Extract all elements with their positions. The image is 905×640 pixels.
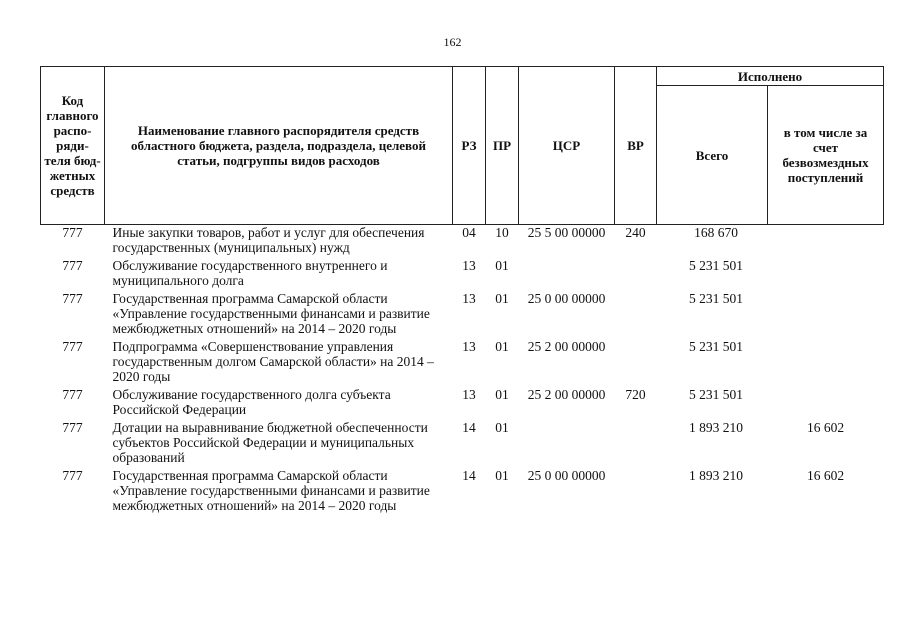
- cell-total: 1 893 210: [689, 468, 743, 483]
- table-row: [41, 465, 884, 513]
- cell-pr: 01: [495, 291, 509, 306]
- cell-name: Подпрограмма «Совершенствование управления государственным долгом Самарской области» на 2014 – 2020 годы: [112, 339, 434, 384]
- cell-csr: 25 2 00 00000: [527, 387, 606, 402]
- cell-name: Обслуживание государственного внутреннего и муниципального долга: [112, 258, 388, 288]
- cell-vr: [615, 417, 657, 465]
- cell-code: 777: [62, 420, 83, 435]
- table-row: [41, 255, 884, 288]
- cell-rz: 04: [462, 225, 476, 240]
- cell-vr: 720: [625, 387, 646, 402]
- cell-name: Обслуживание государственного долга субъекта Российской Федерации: [112, 387, 391, 417]
- cell-free: [768, 288, 884, 336]
- cell-pr: 01: [495, 387, 509, 402]
- header-rz: РЗ: [453, 67, 486, 225]
- cell-csr: 25 0 00 00000: [527, 291, 606, 306]
- header-total: Всего: [657, 86, 768, 225]
- cell-free: [768, 255, 884, 288]
- cell-rz: 14: [462, 420, 476, 435]
- header-executed: Исполнено: [657, 67, 884, 86]
- table-row: [41, 417, 884, 465]
- cell-csr: [519, 255, 615, 288]
- cell-csr: 25 2 00 00000: [527, 339, 606, 354]
- table-row: [41, 336, 884, 384]
- cell-code: 777: [62, 468, 83, 483]
- cell-rz: 14: [462, 468, 476, 483]
- cell-rz: 13: [462, 339, 476, 354]
- header-vr: ВР: [615, 67, 657, 225]
- header-pr: ПР: [486, 67, 519, 225]
- cell-name: Государственная программа Самарской области «Управление государственными финансами и развитие межбюджетных отношений» на 2014 – 2020 годы: [112, 291, 430, 336]
- cell-vr: [615, 255, 657, 288]
- cell-vr: [615, 336, 657, 384]
- cell-csr: 25 5 00 00000: [527, 225, 606, 240]
- cell-vr: [615, 465, 657, 513]
- cell-pr: 01: [495, 258, 509, 273]
- cell-free: [768, 336, 884, 384]
- cell-name: Дотации на выравнивание бюджетной обеспеченности субъектов Российской Федерации и муниципальных образований: [112, 420, 428, 465]
- cell-vr: 240: [625, 225, 646, 240]
- cell-free: [768, 384, 884, 417]
- table-header: [41, 67, 884, 225]
- cell-rz: 13: [462, 291, 476, 306]
- cell-free: [768, 225, 884, 256]
- cell-code: 777: [62, 225, 83, 240]
- cell-free: 16 602: [806, 468, 845, 483]
- cell-code: 777: [62, 387, 83, 402]
- cell-csr: [519, 417, 615, 465]
- cell-csr: 25 0 00 00000: [527, 468, 606, 483]
- cell-total: 5 231 501: [689, 258, 743, 273]
- cell-rz: 13: [462, 387, 476, 402]
- header-csr: ЦСР: [519, 67, 615, 225]
- table-row: [41, 384, 884, 417]
- header-name: Наименование главного распорядителя средств областного бюджета, раздела, подраздела, целевой статьи, подгруппы видов расходов: [105, 67, 453, 225]
- cell-free: 16 602: [806, 420, 845, 435]
- cell-pr: 10: [495, 225, 509, 240]
- cell-vr: [615, 288, 657, 336]
- cell-total: 168 670: [694, 225, 738, 240]
- cell-code: 777: [62, 291, 83, 306]
- cell-code: 777: [62, 258, 83, 273]
- cell-total: 5 231 501: [689, 291, 743, 306]
- cell-code: 777: [62, 339, 83, 354]
- cell-pr: 01: [495, 468, 509, 483]
- cell-total: 1 893 210: [689, 420, 743, 435]
- table-row: [41, 225, 884, 256]
- cell-name: Иные закупки товаров, работ и услуг для обеспечения государственных (муниципальных) нужд: [112, 225, 425, 255]
- cell-total: 5 231 501: [689, 339, 743, 354]
- table-row: [41, 288, 884, 336]
- cell-name: Государственная программа Самарской области «Управление государственными финансами и развитие межбюджетных отношений» на 2014 – 2020 годы: [112, 468, 430, 513]
- header-code: Код главного распо-ряди-теля бюд-жетных средств: [41, 67, 105, 225]
- cell-total: 5 231 501: [689, 387, 743, 402]
- cell-pr: 01: [495, 339, 509, 354]
- cell-rz: 13: [462, 258, 476, 273]
- page-number: 162: [443, 35, 462, 49]
- header-free: в том числе за счет безвозмездных поступлений: [768, 86, 884, 225]
- budget-execution-table: [40, 66, 884, 513]
- cell-pr: 01: [495, 420, 509, 435]
